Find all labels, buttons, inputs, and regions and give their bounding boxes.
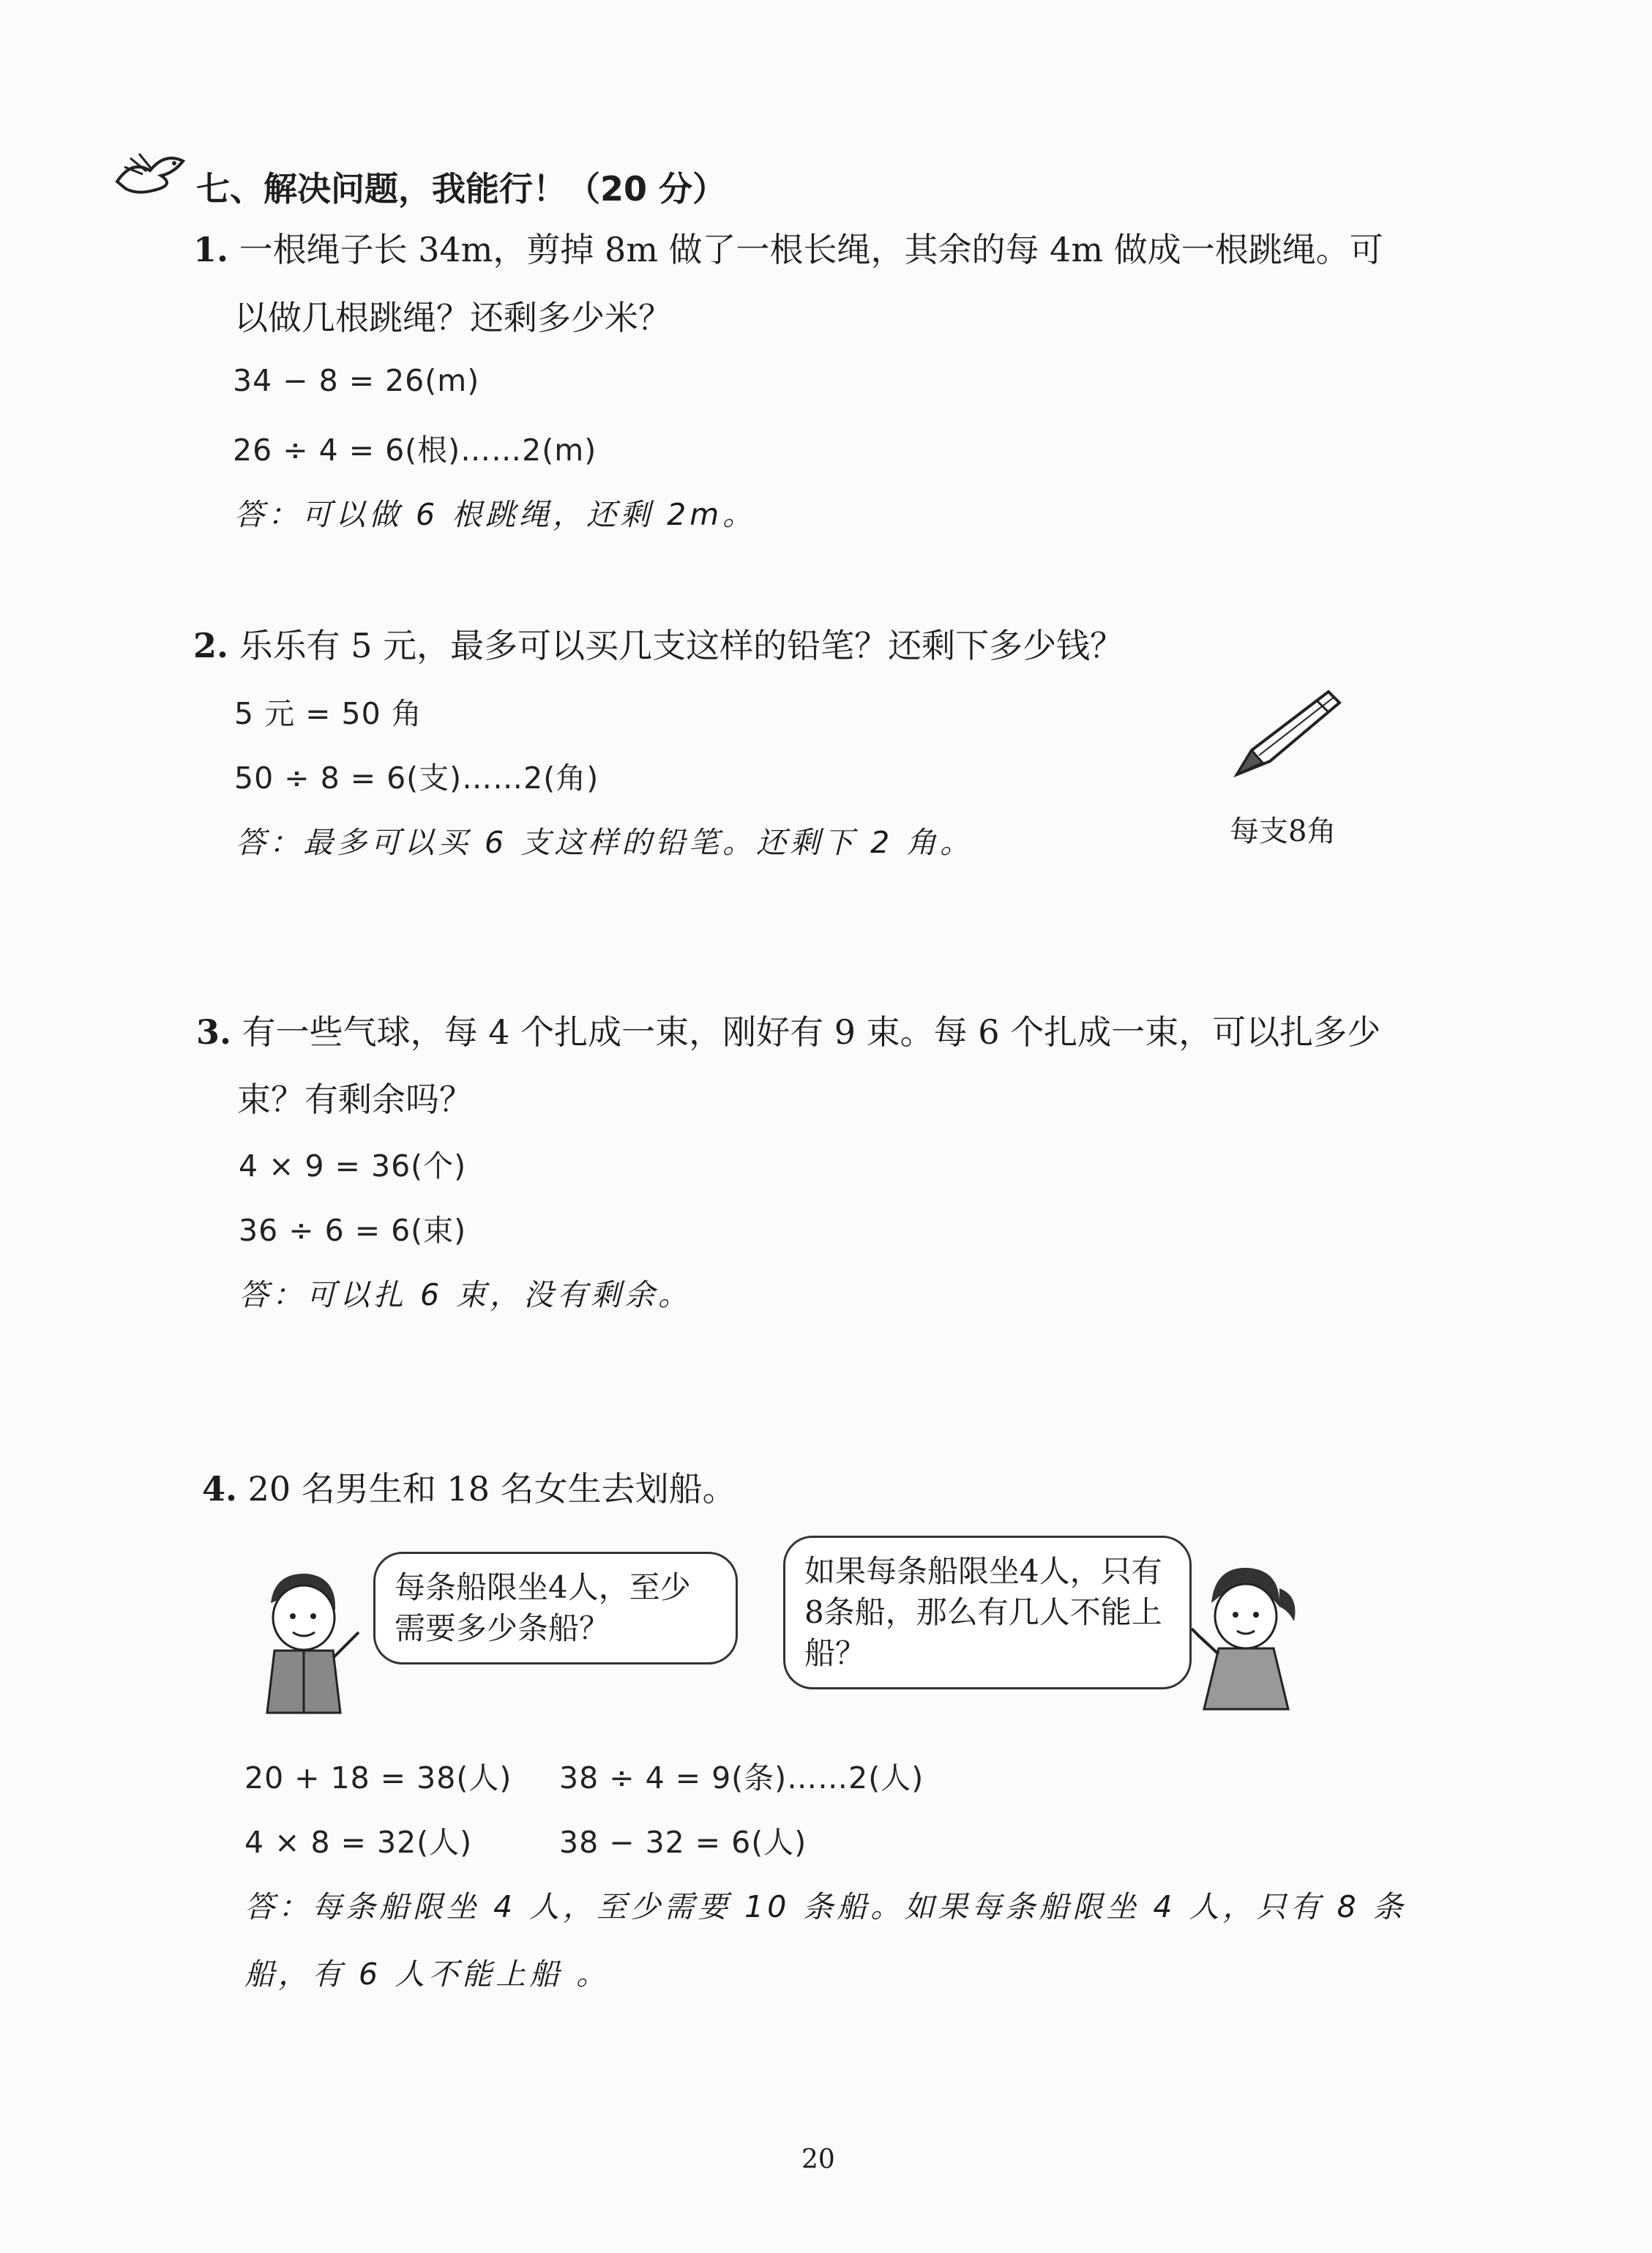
answer-line: 答：可以做 6 根跳绳，还剩 2m。	[234, 497, 757, 532]
question-1	[193, 223, 1383, 272]
question-text: 有一些气球，每 4 个扎成一束，刚好有 9 束。每 6 个扎成一束，可以扎多少	[242, 1012, 1381, 1052]
work-line: 20 + 18 = 38(人)	[244, 1760, 512, 1796]
speech-bubble-boy: 每条船限坐4人，至少需要多少条船？	[373, 1552, 738, 1664]
work-line: 26 ÷ 4 = 6(根)……2(m)	[233, 433, 597, 468]
speech-bubble-girl: 如果每条船限坐4人，只有8条船，那么有几人不能上船？	[783, 1536, 1192, 1689]
question-2	[193, 619, 1124, 668]
answer-line: 答：可以扎 6 束，没有剩余。	[239, 1277, 692, 1312]
question-4	[202, 1462, 736, 1511]
pencil-price-label: 每支8角	[1230, 815, 1337, 848]
question-number: 1.	[193, 230, 229, 269]
work-line: 34 − 8 = 26(m)	[233, 363, 480, 398]
boy-icon	[242, 1559, 366, 1720]
question-3	[196, 1006, 1380, 1054]
work-line: 50 ÷ 8 = 6(支)……2(角)	[234, 761, 599, 796]
question-3-line2: 束？有剩余吗？	[237, 1080, 473, 1119]
answer-line: 船，有 6 人不能上船 。	[244, 1957, 610, 1992]
question-text: 20 名男生和 18 名女生去划船。	[247, 1469, 736, 1509]
bird-icon	[110, 145, 190, 203]
work-line: 38 − 32 = 6(人)	[559, 1825, 807, 1860]
question-number: 2.	[193, 626, 229, 665]
work-line: 38 ÷ 4 = 9(条)……2(人)	[559, 1760, 924, 1796]
girl-icon	[1178, 1552, 1310, 1720]
question-number: 3.	[196, 1012, 232, 1052]
answer-line: 答：每条船限坐 4 人，至少需要 10 条船。如果每条船限坐 4 人，只有 8 条	[244, 1889, 1407, 1924]
work-line: 4 × 8 = 32(人)	[244, 1825, 473, 1860]
question-number: 4.	[202, 1469, 238, 1509]
question-text: 乐乐有 5 元，最多可以买几支这样的铅笔？还剩下多少钱？	[239, 626, 1124, 665]
question-1-line2: 以做几根跳绳？还剩多少米？	[234, 298, 672, 337]
page-number: 20	[801, 2145, 835, 2175]
answer-line: 答：最多可以买 6 支这样的铅笔。还剩下 2 角。	[236, 825, 974, 860]
work-line: 36 ÷ 6 = 6(束)	[239, 1213, 467, 1248]
pencil-icon	[1230, 681, 1347, 783]
work-line: 5 元 = 50 角	[234, 696, 422, 731]
question-text: 一根绳子长 34m，剪掉 8m 做了一根长绳，其余的每 4m 做成一根跳绳。可	[239, 230, 1383, 269]
work-line: 4 × 9 = 36(个)	[239, 1148, 467, 1184]
section-heading: 七、解决问题，我能行！（20 分）	[196, 169, 727, 209]
